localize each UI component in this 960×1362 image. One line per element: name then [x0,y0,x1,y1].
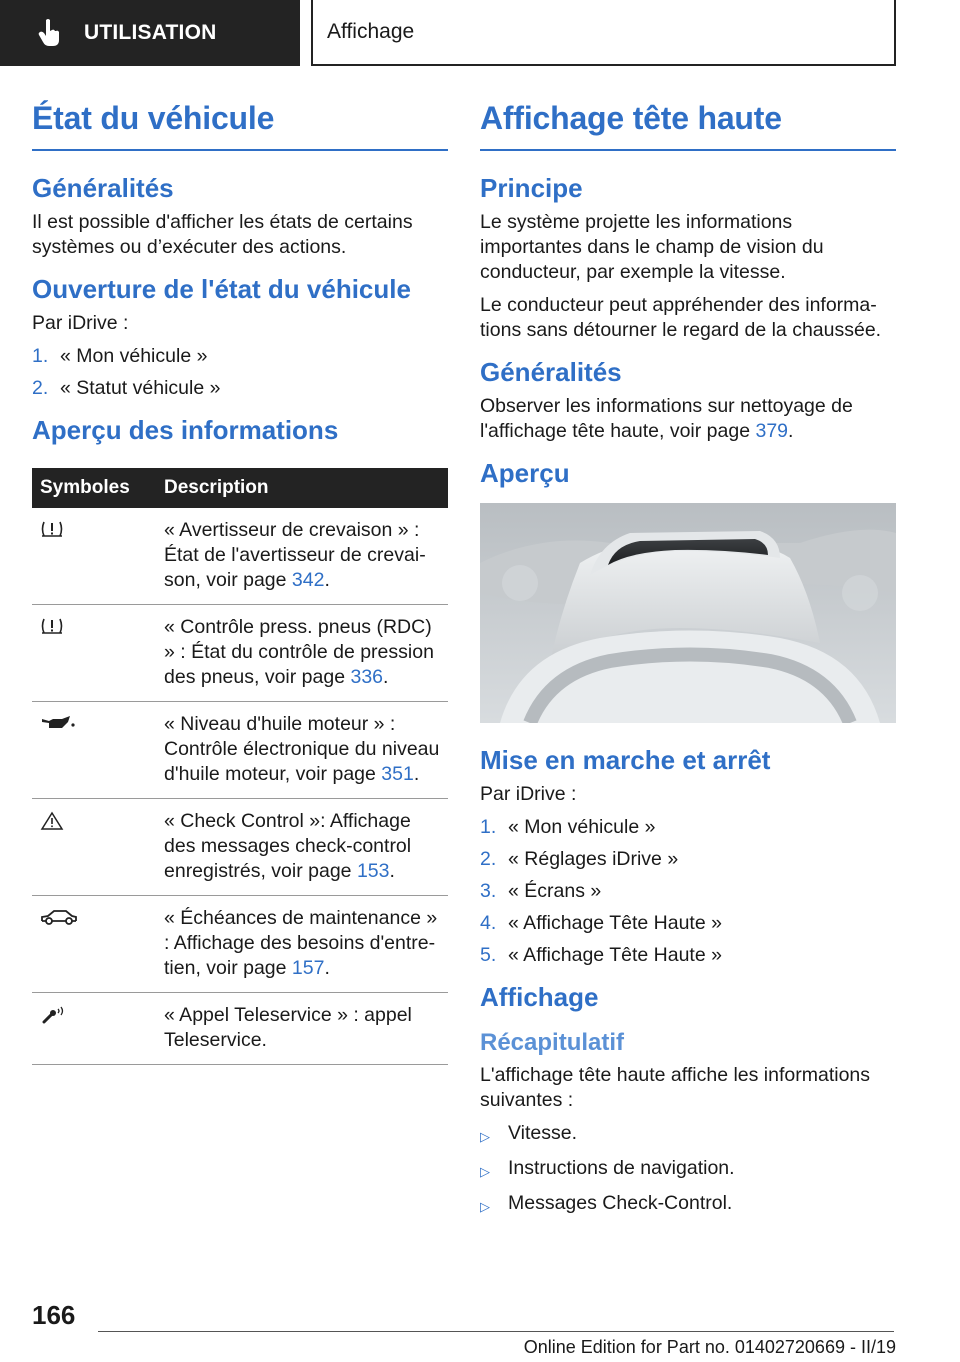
hud-dashboard-photo [480,503,896,723]
affichage-heading: Affichage [480,982,599,1012]
oil-can-icon [40,714,76,732]
hand-pointer-icon [38,18,62,48]
hud-title: Affichage tête haute [480,100,896,151]
list-item: 4. « Affichage Tête Haute » [480,912,722,934]
page-link[interactable]: 153 [356,860,390,882]
mise-en-marche-heading: Mise en marche et arrêt [480,745,771,775]
col-header-symbols: Symboles [32,468,156,508]
table-row [32,993,448,1065]
page-link[interactable]: 157 [291,957,325,979]
list-item: 1. « Mon véhicule » [480,816,656,838]
hud-generalites-text: Observer les informations sur nettoyage de l'affichage tête haute, voir page 379. [480,395,853,442]
hud-generalites-heading: Généralités [480,357,622,387]
page-number: 166 [32,1300,76,1330]
principe-heading: Principe [480,173,583,203]
header-section-tab [0,0,300,66]
page-link[interactable]: 336 [350,666,384,688]
bullet-arrow-icon: ▷ [480,1199,490,1214]
list-item: ▷ Vitesse. [480,1121,896,1149]
recapitulatif-heading: Récapitulatif [480,1029,625,1056]
list-item: 2. « Réglages iDrive » [480,848,679,870]
footer-divider [98,1331,894,1332]
row-description: « Contrôle press. pneus (RDC) » : État du contrôle de pression des pneus, voir page 336. [156,605,448,702]
car-service-icon [40,908,78,926]
vehicle-status-title: État du véhicule [32,100,448,151]
list-item: 2. « Statut véhicule » [32,377,221,399]
teleservice-wrench-icon [40,1005,68,1025]
principe-text-1: Le système projette les informations importantes dans le champ de vision du conducteur, par exemple la vitesse. [480,211,824,283]
principe-text-2: Le conducteur peut appréhender des informations sans détourner le regard de la chaussée. [480,294,882,341]
table-row [32,702,448,799]
tire-warning-icon [40,520,64,538]
left-column [32,100,448,1065]
footer-edition: Online Edition for Part no. 01402720669 - II/19 [523,1337,896,1357]
ouverture-intro: Par iDrive : [32,312,129,334]
apercu-info-heading: Aperçu des informations [32,415,339,445]
page-link[interactable]: 342 [291,569,325,591]
row-description: « Niveau d'huile moteur » : Contrôle électronique du niveau d'huile moteur, voir page 351. [156,702,448,799]
generalites-heading: Généralités [32,173,174,203]
right-column [480,100,896,1226]
bullet-arrow-icon: ▷ [480,1129,490,1144]
row-description: « Appel Teleservice » : appel Teleservice. [156,993,448,1065]
row-description: « Échéances de maintenance » : Affichage des besoins d'entretien, voir page 157. [156,896,448,993]
ouverture-steps [32,344,448,401]
bullet-arrow-icon: ▷ [480,1164,490,1179]
chapter-title: Affichage [327,20,415,43]
tire-pressure-icon [40,617,64,635]
row-description: « Check Control »: Affichage des messages check-control enregistrés, voir page 153. [156,799,448,896]
display-items-list [480,1121,896,1219]
mise-en-marche-intro: Par iDrive : [480,783,577,805]
list-item: 1. « Mon véhicule » [32,345,208,367]
row-description: « Avertisseur de crevaison » : État de l'avertisseur de crevaison, voir page 342. [156,508,448,605]
page-link[interactable]: 379 [755,420,789,442]
section-title: UTILISATION [84,21,217,44]
mise-en-marche-steps [480,815,896,968]
list-item: ▷ Messages Check-Control. [480,1191,896,1219]
page-link[interactable]: 351 [381,763,414,785]
table-row [32,896,448,993]
header-chapter-tab [311,0,896,66]
list-item: 5. « Affichage Tête Haute » [480,944,722,966]
recapitulatif-text: L'affichage tête haute affiche les informations suivantes : [480,1064,871,1111]
generalites-text: Il est possible d'afficher les états de certains systèmes ou d’exécuter des actions. [32,211,413,258]
hud-apercu-heading: Aperçu [480,458,570,488]
table-row [32,605,448,702]
list-item: ▷ Instructions de navigation. [480,1156,896,1184]
col-header-description: Description [156,468,448,508]
warning-triangle-icon [40,811,64,831]
table-row [32,799,448,896]
ouverture-heading: Ouverture de l'état du véhicule [32,274,411,304]
table-row [32,508,448,605]
list-item: 3. « Écrans » [480,880,602,902]
info-table [32,468,448,1065]
